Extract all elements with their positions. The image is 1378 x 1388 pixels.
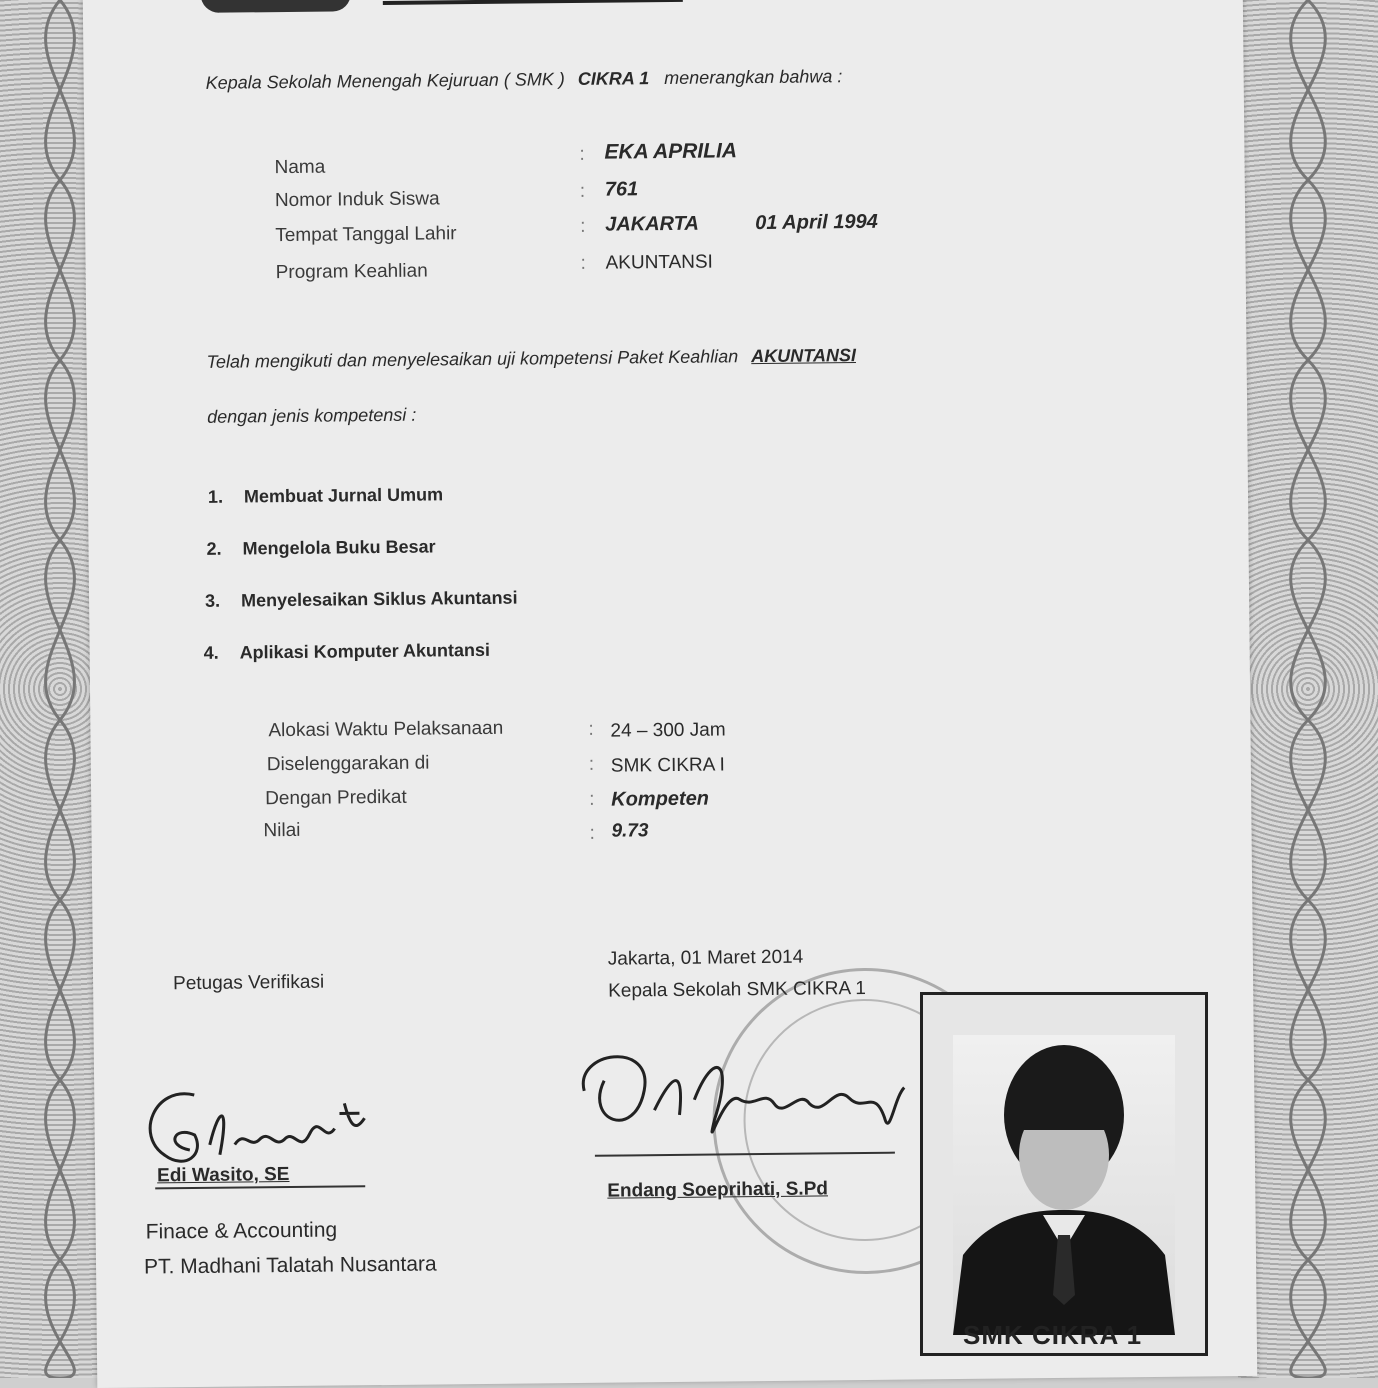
name-colon: : (579, 143, 585, 165)
principal-place-date: Jakarta, 01 Maret 2014 (607, 946, 804, 970)
competency-number: 1. (207, 486, 224, 507)
name-value: EKA APRILIA (604, 139, 738, 164)
nis-colon: : (579, 180, 586, 202)
principal-title: Kepala Sekolah SMK CIKRA 1 (608, 977, 866, 1002)
ttl-colon: : (580, 215, 586, 237)
venue-colon: : (588, 753, 595, 775)
ttl-place: JAKARTA (605, 212, 699, 236)
competency-item (205, 588, 518, 612)
nilai-value: 9.73 (611, 820, 649, 842)
statement-line-2: dengan jenis kompetensi : (207, 404, 417, 427)
competency-text: Menyelesaikan Siklus Akuntansi (240, 587, 518, 611)
nilai-label: Nilai (263, 819, 301, 842)
competency-text: Membuat Jurnal Umum (243, 484, 444, 507)
time-label: Alokasi Waktu Pelaksanaan (268, 717, 504, 742)
principal-name: Endang Soeprihati, S.Pd (607, 1178, 829, 1202)
predikat-value: Kompeten (611, 787, 710, 811)
competency-text: Mengelola Buku Besar (242, 536, 436, 559)
nis-label: Nomor Induk Siswa (274, 188, 440, 212)
time-value: 24 – 300 Jam (610, 719, 726, 742)
venue-value: SMK CIKRA I (610, 754, 725, 777)
verifier-company: PT. Madhani Talatah Nusantara (143, 1252, 437, 1279)
intro-school: CIKRA 1 (577, 68, 650, 89)
nis-value: 761 (604, 178, 639, 201)
verifier-name: Edi Wasito, SE (156, 1164, 290, 1187)
predikat-colon: : (589, 788, 595, 810)
competency-item (204, 640, 491, 664)
intro-prefix: Kepala Sekolah Menengah Kejuruan ( SMK ) (205, 69, 565, 93)
statement-text: Telah mengikuti dan menyelesaikan uji kompetensi Paket Keahlian (206, 346, 739, 372)
ttl-date: 01 April 1994 (755, 210, 878, 235)
verifier-role: Finace & Accounting (145, 1218, 338, 1244)
photo-caption: SMK CIKRA 1 (963, 1320, 1143, 1350)
statement-line (206, 345, 856, 373)
student-photo (953, 1035, 1175, 1335)
competency-text: Aplikasi Komputer Akuntansi (239, 639, 491, 663)
school-logo-fragment (201, 0, 351, 13)
verifier-title: Petugas Verifikasi (172, 971, 325, 995)
program-value: AKUNTANSI (605, 251, 714, 274)
competency-item (208, 484, 443, 507)
competency-item (206, 536, 435, 559)
nilai-colon: : (589, 822, 595, 844)
venue-label: Diselenggarakan di (266, 752, 430, 776)
principal-signature (564, 1027, 925, 1171)
student-photo-frame (920, 992, 1208, 1356)
competency-number: 4. (203, 642, 219, 663)
program-label: Program Keahlian (275, 260, 428, 284)
time-colon: : (588, 718, 594, 740)
name-label: Nama (274, 156, 326, 179)
ttl-label: Tempat Tanggal Lahir (275, 223, 457, 247)
border-pattern-right (1238, 0, 1378, 1378)
header-title-fragment (383, 0, 683, 5)
competency-number: 2. (206, 538, 222, 559)
competency-number: 3. (204, 590, 221, 611)
program-colon: : (580, 252, 586, 274)
predikat-label: Dengan Predikat (265, 786, 407, 810)
statement-package: AKUNTANSI (751, 345, 857, 367)
intro-suffix: menerangkan bahwa : (664, 66, 843, 89)
intro-line (206, 66, 843, 94)
student-portrait (953, 1035, 1175, 1335)
decorative-border-right (1238, 0, 1378, 1378)
